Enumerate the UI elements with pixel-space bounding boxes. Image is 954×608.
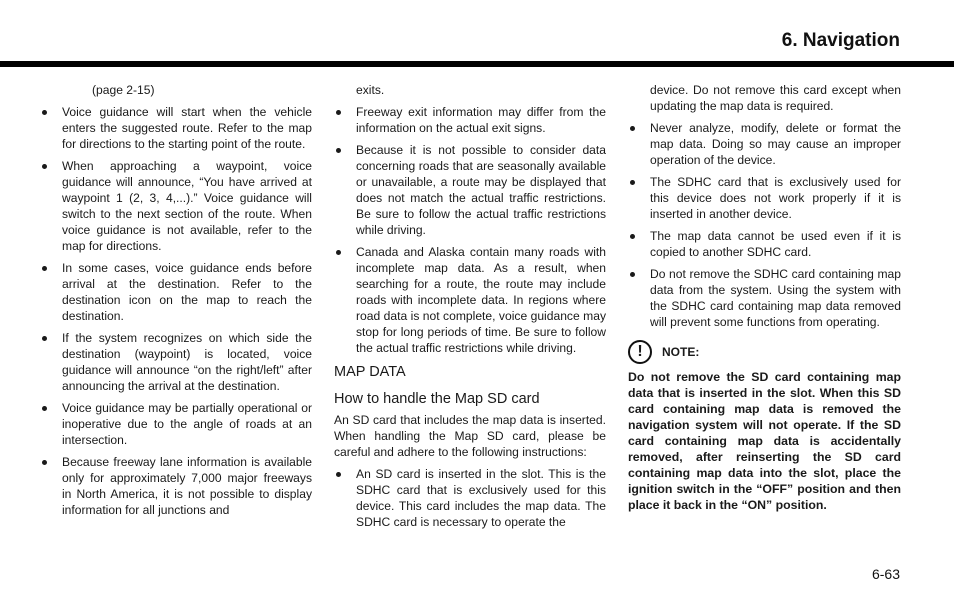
column-2 <box>334 80 606 530</box>
list-item: If the system recognizes on which side the destination (waypoint) is located, voice guidance will announce “on the right/left” after announcing the arrival at the destination. <box>40 330 312 394</box>
bullet-list <box>40 104 312 518</box>
subsection-heading: How to handle the Map SD card <box>334 391 540 407</box>
bullet-list <box>334 104 606 356</box>
header-rule <box>0 61 954 67</box>
warning-icon: ! <box>628 340 652 364</box>
list-item: When approaching a waypoint, voice guidance will announce, “You have arrived at waypoint 1 (2, 3, 4,...).” Voice guidance will switch to the next section of the route. When voice guidance is not available, refer to the map for directions. <box>40 158 312 254</box>
list-item: Because it is not possible to consider data concerning roads that are seasonally available or unavailable, a route may be displayed that does not match the actual traffic restrictions. Be sure to follow the actual traffic restrictions while driving. <box>334 142 606 238</box>
continuation-text: exits. <box>356 83 385 97</box>
list-item: In some cases, voice guidance ends before arrival at the destination. Refer to the destination icon on the map to reach the destination. <box>40 260 312 324</box>
continuation-text: device. Do not remove this card except when updating the map data is required. <box>650 83 901 113</box>
list-item: Voice guidance will start when the vehicle enters the suggested route. Refer to the map for directions to the starting point of the route. <box>40 104 312 152</box>
chapter-title: 6. Navigation <box>781 30 900 51</box>
list-item: Voice guidance may be partially operational or inoperative due to the angle of roads at an intersection. <box>40 400 312 448</box>
note-header <box>628 340 901 364</box>
note-label: NOTE: <box>662 345 700 359</box>
bullet-list <box>334 466 606 530</box>
page-number: 6-63 <box>871 566 900 582</box>
list-item: An SD card is inserted in the slot. This is the SDHC card that is exclusively used for this device. This card includes the map data. The SDHC card is necessary to operate the <box>334 466 606 530</box>
list-item: Freeway exit information may differ from the information on the actual exit signs. <box>334 104 606 136</box>
list-item: The map data cannot be used even if it is copied to another SDHC card. <box>628 228 901 260</box>
list-item: Canada and Alaska contain many roads with incomplete map data. As a result, when searching for a route, the route may include roads with incomplete data. In regions where road data is not complete, voice guidance may stop for long periods of time. Be sure to follow the actual traffic restrictions while driving. <box>334 244 606 356</box>
list-item: Never analyze, modify, delete or format the map data. Doing so may cause an improper operation of the device. <box>628 120 901 168</box>
intro-paragraph: An SD card that includes the map data is inserted. When handling the Map SD card, please be careful and adhere to the following instructions: <box>334 413 606 459</box>
note-text: Do not remove the SD card containing map data that is inserted in the slot. When this SD card containing map data is removed the navigation system will not operate. If the SD card containing map data is accidentally removed, after reinserting the SD card containing map data into the slot, place the ignition switch in the “OFF” position and then place it back in the “ON” position. <box>628 370 901 512</box>
list-item: The SDHC card that is exclusively used for this device does not work properly if it is inserted in another device. <box>628 174 901 222</box>
list-item: Because freeway lane information is available only for approximately 7,000 major freeways in North America, it is not possible to display information for all junctions and <box>40 454 312 518</box>
column-3 <box>628 80 901 513</box>
bullet-list <box>628 120 901 330</box>
section-heading: MAP DATA <box>334 364 406 380</box>
column-1 <box>40 80 312 518</box>
continuation-text: (page 2-15) <box>92 83 155 97</box>
list-item: Do not remove the SDHC card containing map data from the system. Using the system with the SDHC card containing map data removed will prevent some functions from operating. <box>628 266 901 330</box>
